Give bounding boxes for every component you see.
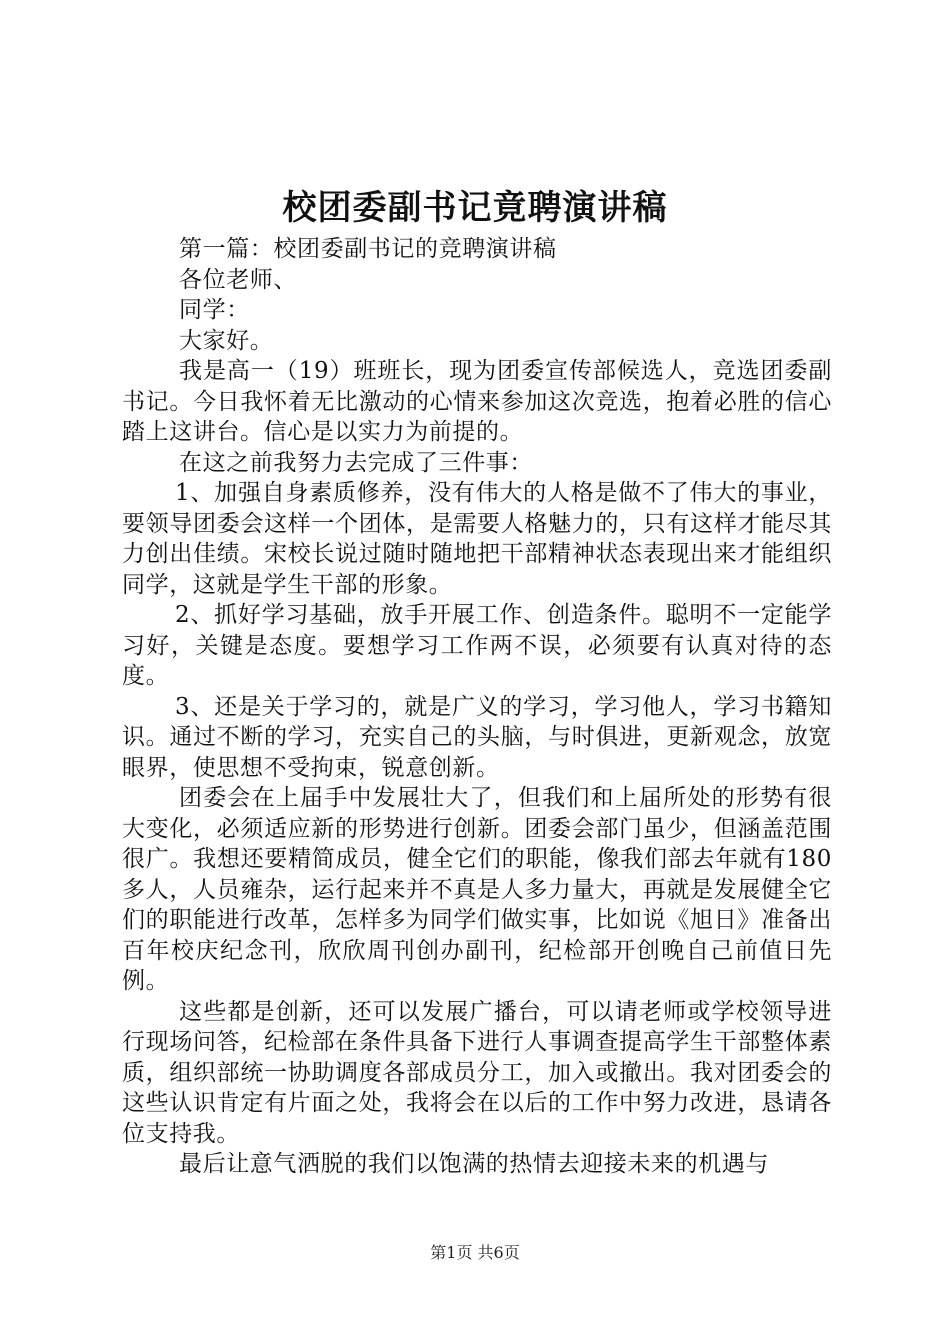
body-paragraph: 这些都是创新，还可以发展广播台，可以请老师或学校领导进行现场问答，纪检部在条件具备下进行人事调查提高学生干部整体素质，组织部统一协助调度各部成员分工，加入或撤出。我对团委会的这些认识肯定有片面之处，我将会在以后的工作中努力改进，恳请各位支持我。 (122, 998, 832, 1147)
greeting-line: 大家好。 (179, 327, 274, 354)
body-paragraph: 团委会在上届手中发展壮大了，但我们和上届所处的形势有很大变化，必须适应新的形势进行创新。团委会部门虽少，但涵盖范围很广。我想还要精简成员，健全它们的职能，像我们部去年就有180多人，人员雍杂，运行起来并不真是人多力量大，再就是发展健全它们的职能进行改革，怎样多为同学们做实事，比如说《旭日》准备出百年校庆纪念刊，欣欣周刊创办副刊，纪检部开创晚自己前值日先例。 (122, 785, 832, 994)
list-item: 1、加强自身素质修养，没有伟大的人格是做不了伟大的事业，要领导团委会这样一个团体，是需要人格魅力的，只有这样才能尽其力创出佳绩。宋校长说过随时随地把干部精神状态表现出来才能组织同学，这就是学生干部的形象。 (122, 480, 832, 598)
section-heading: 第一篇：校团委副书记的竞聘演讲稿 (179, 236, 557, 262)
body-paragraph: 最后让意气洒脱的我们以饱满的热情去迎接未来的机遇与 (179, 1151, 769, 1177)
body-paragraph: 在这之前我努力去完成了三件事： (179, 449, 533, 476)
page-footer: 第1页 共6页 (430, 1243, 520, 1262)
greeting-line: 同学： (179, 297, 250, 323)
body-paragraph: 我是高一（19）班班长，现为团委宣传部候选人，竞选团委副书记。今日我怀着无比激动的心情来参加这次竞选，抱着必胜的信心踏上这讲台。信心是以实力为前提的。 (122, 358, 832, 445)
greeting-line: 各位老师、 (179, 266, 297, 293)
list-item: 2、抓好学习基础，放手开展工作、创造条件。聪明不一定能学习好，关键是态度。要想学习工作两不误，必须要有认真对待的态度。 (122, 602, 832, 689)
document-title: 校团委副书记竟聘演讲稿 (282, 188, 668, 228)
document-body (122, 234, 832, 1180)
list-item: 3、还是关于学习的，就是广义的学习，学习他人，学习书籍知识。通过不断的学习，充实自己的头脑，与时俱进，更新观念，放宽眼界，使思想不受拘束，锐意创新。 (122, 693, 832, 781)
